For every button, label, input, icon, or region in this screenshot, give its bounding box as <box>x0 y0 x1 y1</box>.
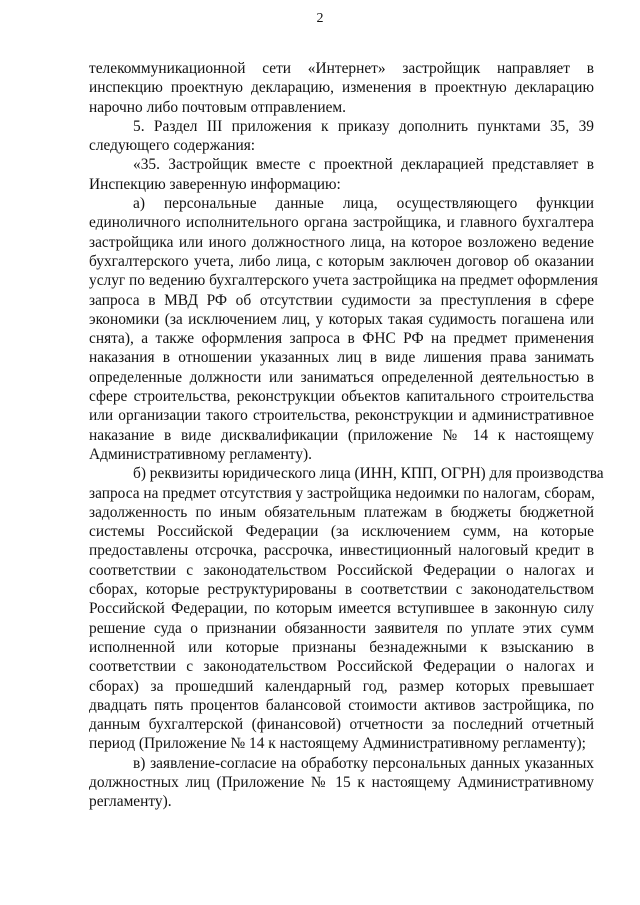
text-line: период (Приложение № 14 к настоящему Административному регламенту); <box>89 735 586 753</box>
text-line: решение суда о признании обязанности заявителя по уплате этих сумм <box>89 619 594 637</box>
text-line: должностных лиц (Приложение № 15 к настоящему Административному <box>89 773 594 791</box>
text-line: Административному регламенту). <box>89 445 312 463</box>
text-line: единоличного исполнительного органа застройщика, и главного бухгалтера <box>89 214 594 232</box>
text-line: застройщика или иного должностного лица, на которое возложено ведение <box>89 233 594 251</box>
text-line: услуг по ведению бухгалтерского учета застройщика на предмет оформления <box>89 272 598 290</box>
text-line: б) реквизиты юридического лица (ИНН, КПП, ОГРН) для производства <box>133 465 604 483</box>
text-line: соответствии с законодательством Российской Федерации о налогах и <box>89 561 594 579</box>
text-line: телекоммуникационной сети «Интернет» застройщик направляет в <box>89 60 594 77</box>
text-line: следующего содержания: <box>89 137 256 155</box>
text-line: сборах) за прошедший календарный год, размер которых превышает <box>89 677 594 695</box>
text-line: экономики (за исключением лиц, у которых такая судимость погашена или <box>89 310 594 328</box>
text-line: задолженность по иным обязательным платежам в бюджеты бюджетной <box>89 503 594 521</box>
text-line: сборах, которые реструктурированы в соответствии с законодательством <box>89 581 594 599</box>
text-line: определенные должности или заниматься определенной деятельностью в <box>89 368 594 386</box>
text-line: в) заявление-согласие на обработку персональных данных указанных <box>133 754 594 772</box>
text-line: наказания в отношении указанных лиц в виде лишения права занимать <box>89 349 594 367</box>
text-line: нарочно либо почтовым отправлением. <box>89 98 347 116</box>
text-line: сфере строительства, реконструкции объектов капитального строительства <box>89 388 594 406</box>
text-line: предоставлены отсрочка, рассрочка, инвестиционный налоговый кредит в <box>89 542 594 560</box>
text-line: системы Российской Федерации (за исключением сумм, на которые <box>89 523 594 541</box>
text-line: 5. Раздел III приложения к приказу дополнить пунктами 35, 39 <box>133 117 594 135</box>
text-line: или организации такого строительства, реконструкции и административное <box>89 407 594 425</box>
text-line: инспекцию проектную декларацию, изменения в проектную декларацию <box>89 79 594 97</box>
text-line: Российской Федерации, по которым имеется вступившее в законную силу <box>89 600 594 618</box>
text-line: Инспекцию заверенную информацию: <box>89 175 341 193</box>
text-line: «35. Застройщик вместе с проектной декларацией представляет в <box>133 156 594 174</box>
text-line: исполненной или которые признаны безнадежными к взысканию в <box>89 638 594 656</box>
document-body <box>89 59 604 812</box>
text-line: запроса в МВД РФ об отсутствии судимости за преступления в сфере <box>89 291 594 309</box>
text-line: данным бухгалтерской (финансовой) отчетности за последний отчетный <box>89 716 594 734</box>
text-line: соответствии с законодательством Российской Федерации о налогах и <box>89 658 594 676</box>
text-line: двадцать пять процентов балансовой стоимости активов застройщика, по <box>89 696 594 714</box>
text-line: а) персональные данные лица, осуществляющего функции <box>133 195 594 213</box>
text-line: наказание в виде дисквалификации (приложение № 14 к настоящему <box>89 426 594 444</box>
text-line: запроса на предмет отсутствия у застройщика недоимки по налогам, сборам, <box>89 484 595 502</box>
text-line: регламенту). <box>89 793 172 811</box>
page-number: 2 <box>316 11 324 26</box>
text-line: снята), а также оформления запроса в ФНС РФ на предмет применения <box>89 330 594 348</box>
text-line: бухгалтерского учета, либо лица, с которым заключен договор об оказании <box>89 252 594 270</box>
